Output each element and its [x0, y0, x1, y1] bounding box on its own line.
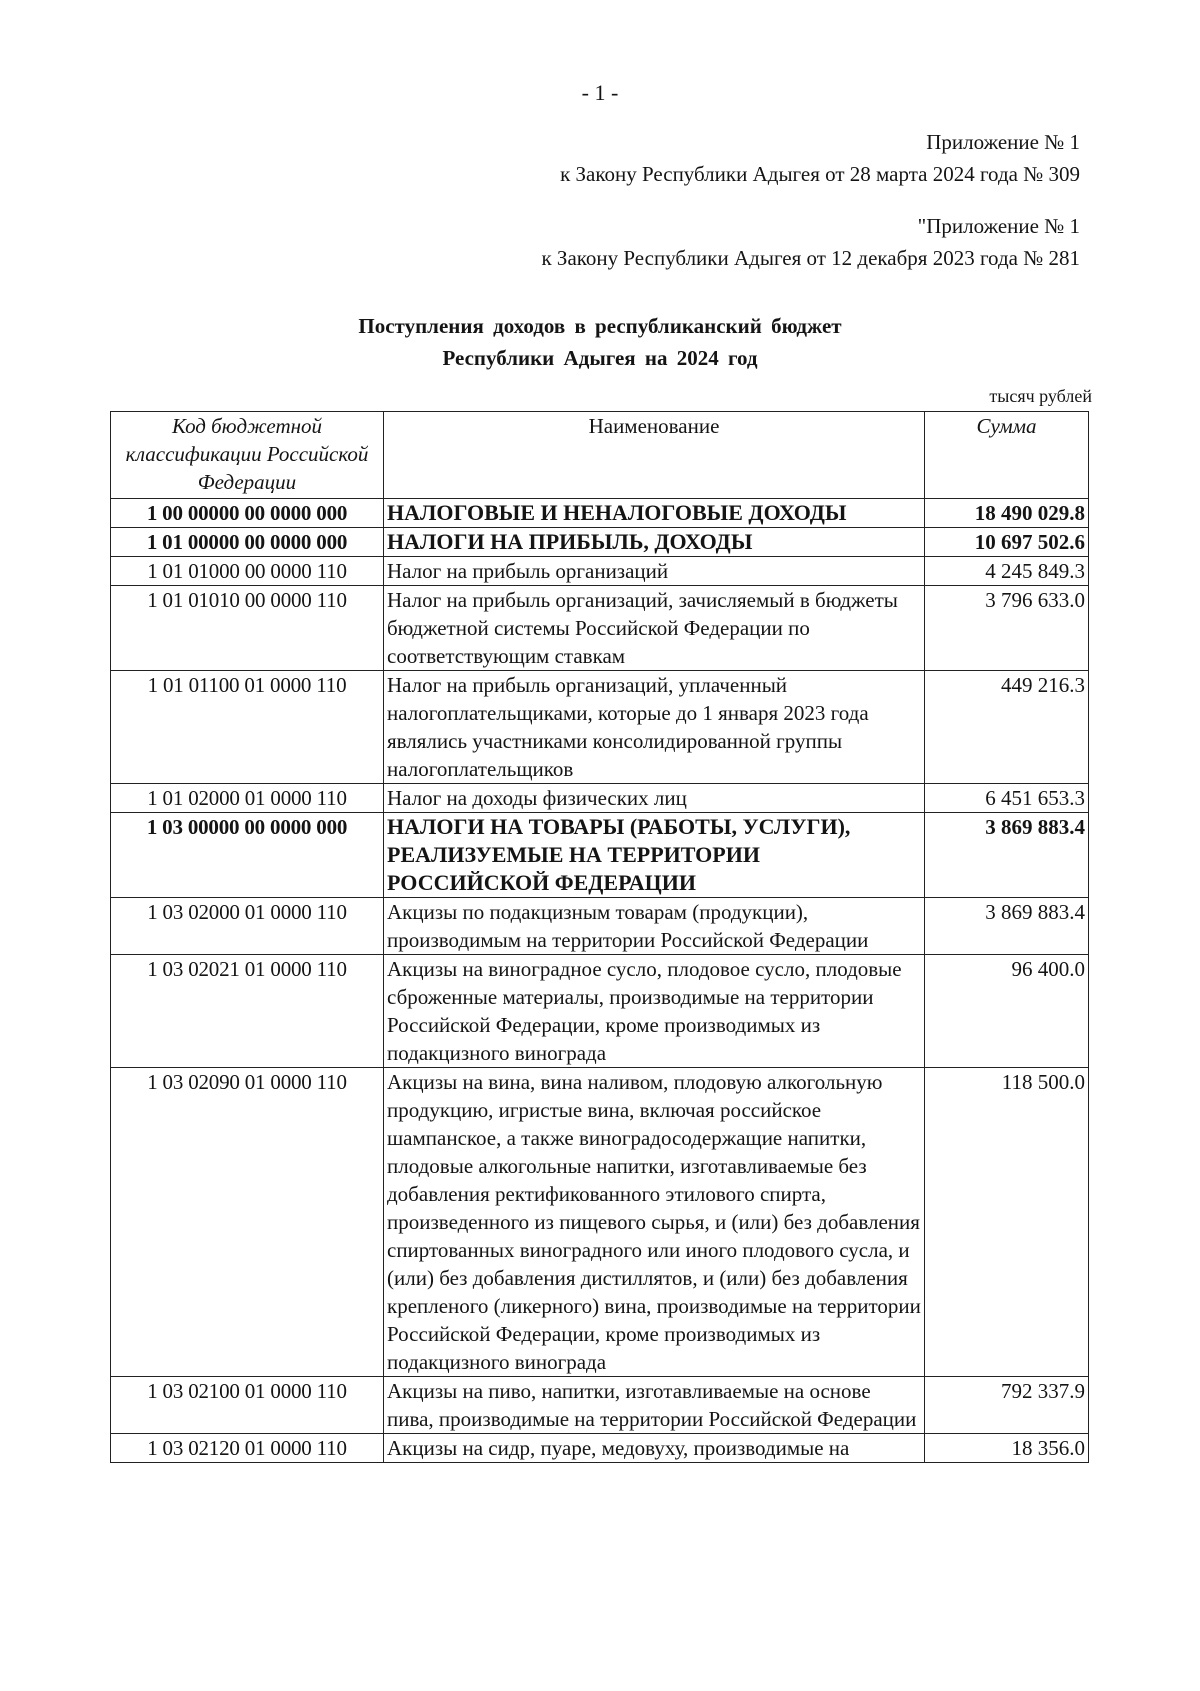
- appendix-original-line2: к Закону Республики Адыгея от 12 декабря 2023 года № 281: [541, 246, 1080, 270]
- row-sum: 6 451 653.3: [925, 784, 1089, 813]
- row-sum: 449 216.3: [925, 671, 1089, 784]
- header-name: Наименование: [384, 412, 925, 499]
- row-code: 1 03 00000 00 0000 000: [111, 813, 384, 898]
- row-code: 1 03 02100 01 0000 110: [111, 1377, 384, 1434]
- table-row: [111, 1068, 1089, 1377]
- table-header-row: [111, 412, 1089, 499]
- row-code: 1 03 02021 01 0000 110: [111, 955, 384, 1068]
- table-row: [111, 671, 1089, 784]
- header-code: Код бюджетной классификации Российской Федерации: [111, 412, 384, 499]
- row-sum: 4 245 849.3: [925, 557, 1089, 586]
- row-name: Налог на прибыль организаций, зачисляемый в бюджеты бюджетной системы Российской Федерации по соответствующим ставкам: [384, 586, 925, 671]
- table-row: [111, 528, 1089, 557]
- row-code: 1 01 01010 00 0000 110: [111, 586, 384, 671]
- revenue-table: [110, 411, 1089, 1463]
- row-code: 1 01 01000 00 0000 110: [111, 557, 384, 586]
- table-row: [111, 813, 1089, 898]
- row-name: НАЛОГОВЫЕ И НЕНАЛОГОВЫЕ ДОХОДЫ: [384, 499, 925, 528]
- row-name: Акцизы на вина, вина наливом, плодовую алкогольную продукцию, игристые вина, включая российское шампанское, а также виноградосодержащие напитки, плодовые алкогольные напитки, изготавливаемые без добавления ректификованного этилового спирта, произведенного из пищевого сырья, и (или) без добавления спиртованных виноградного или иного плодового сусла, и (или) без добавления дистиллятов, и (или) без добавления крепленого (ликерного) вина, производимые на территории Российской Федерации, кроме производимых из подакцизного винограда: [384, 1068, 925, 1377]
- row-code: 1 03 02000 01 0000 110: [111, 898, 384, 955]
- appendix-current-line2: к Закону Республики Адыгея от 28 марта 2024 года № 309: [560, 162, 1080, 186]
- row-sum: 792 337.9: [925, 1377, 1089, 1434]
- row-name: Акцизы на пиво, напитки, изготавливаемые на основе пива, производимые на территории Российской Федерации: [384, 1377, 925, 1434]
- row-name: Акцизы на виноградное сусло, плодовое сусло, плодовые сброженные материалы, производимые на территории Российской Федерации, кроме производимых из подакцизного винограда: [384, 955, 925, 1068]
- row-code: 1 03 02090 01 0000 110: [111, 1068, 384, 1377]
- table-row: [111, 898, 1089, 955]
- table-row: [111, 955, 1089, 1068]
- table-row: [111, 1434, 1089, 1463]
- unit-label: тысяч рублей: [989, 386, 1092, 406]
- row-name: НАЛОГИ НА ТОВАРЫ (РАБОТЫ, УСЛУГИ), РЕАЛИЗУЕМЫЕ НА ТЕРРИТОРИИ РОССИЙСКОЙ ФЕДЕРАЦИИ: [384, 813, 925, 898]
- document-title-line1: Поступления доходов в республиканский бюджет: [358, 314, 842, 338]
- document-title-line2: Республики Адыгея на 2024 год: [442, 346, 758, 370]
- appendix-current-line1: Приложение № 1: [926, 130, 1080, 154]
- row-sum: 10 697 502.6: [925, 528, 1089, 557]
- row-name: Налог на доходы физических лиц: [384, 784, 925, 813]
- row-name: Налог на прибыль организаций: [384, 557, 925, 586]
- row-name: Налог на прибыль организаций, уплаченный налогоплательщиками, которые до 1 января 2023 года являлись участниками консолидированной группы налогоплательщиков: [384, 671, 925, 784]
- row-code: 1 01 01100 01 0000 110: [111, 671, 384, 784]
- row-name: Акцизы по подакцизным товарам (продукции), производимым на территории Российской Федерации: [384, 898, 925, 955]
- table-row: [111, 1377, 1089, 1434]
- appendix-current: [560, 126, 1080, 190]
- row-sum: 96 400.0: [925, 955, 1089, 1068]
- table-row: [111, 557, 1089, 586]
- row-name: Акцизы на сидр, пуаре, медовуху, производимые на: [384, 1434, 925, 1463]
- appendix-original: [541, 210, 1080, 274]
- row-code: 1 00 00000 00 0000 000: [111, 499, 384, 528]
- table-row: [111, 784, 1089, 813]
- row-sum: 3 869 883.4: [925, 898, 1089, 955]
- row-name: НАЛОГИ НА ПРИБЫЛЬ, ДОХОДЫ: [384, 528, 925, 557]
- table-row: [111, 499, 1089, 528]
- row-code: 1 01 02000 01 0000 110: [111, 784, 384, 813]
- appendix-original-line1: "Приложение № 1: [917, 214, 1080, 238]
- row-sum: 3 869 883.4: [925, 813, 1089, 898]
- row-code: 1 03 02120 01 0000 110: [111, 1434, 384, 1463]
- row-sum: 118 500.0: [925, 1068, 1089, 1377]
- row-code: 1 01 00000 00 0000 000: [111, 528, 384, 557]
- document-title: [0, 310, 1200, 374]
- page-number: - 1 -: [581, 80, 619, 105]
- header-sum: Сумма: [925, 412, 1089, 499]
- row-sum: 3 796 633.0: [925, 586, 1089, 671]
- table-row: [111, 586, 1089, 671]
- row-sum: 18 490 029.8: [925, 499, 1089, 528]
- row-sum: 18 356.0: [925, 1434, 1089, 1463]
